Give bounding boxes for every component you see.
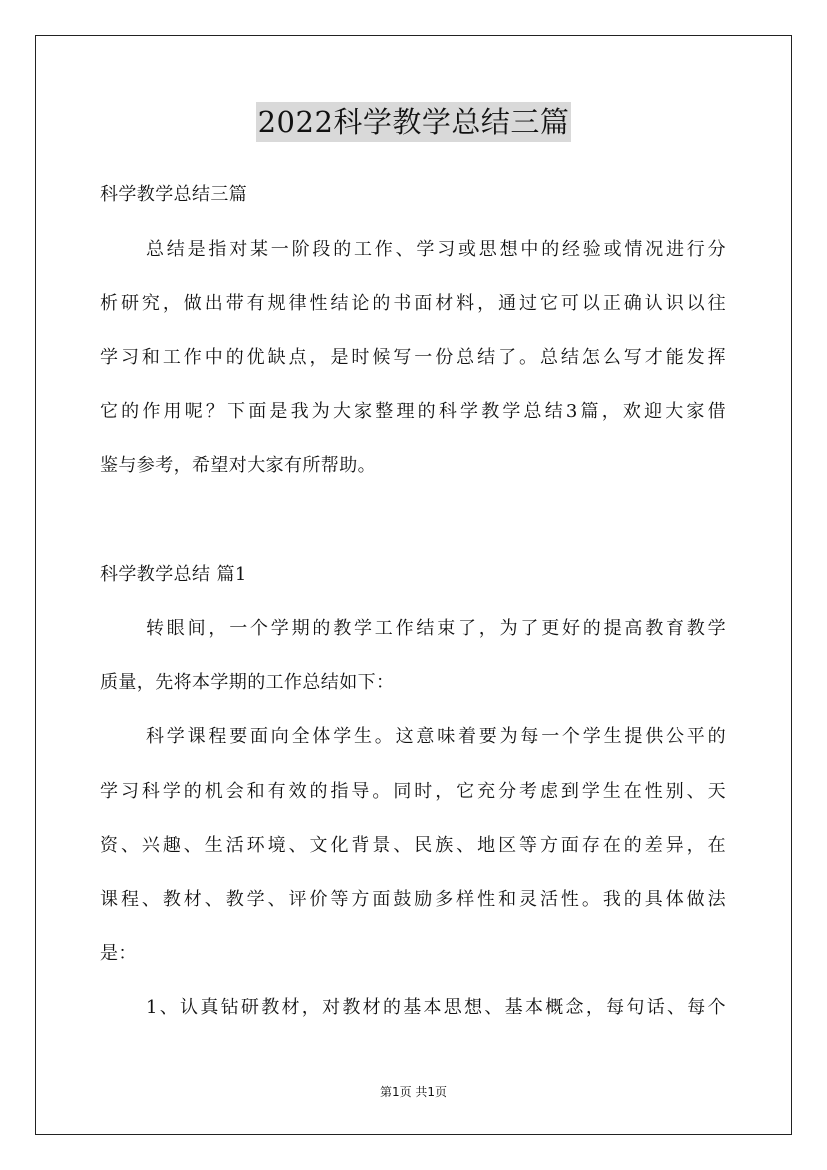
intro-paragraph-line-5: 鉴与参考，希望对大家有所帮助。 [100,455,376,476]
intro-paragraph-line-4: 它的作用呢？下面是我为大家整理的科学教学总结3篇，欢迎大家借 [100,401,726,422]
body-paragraph-1-line-1: 转眼间，一个学期的教学工作结束了，为了更好的提高教育教学 [146,618,726,639]
body-paragraph-2-line-1: 科学课程要面向全体学生。这意味着要为每一个学生提供公平的 [146,726,726,747]
intro-heading: 科学教学总结三篇 [100,184,248,205]
page-number-footer: 第1页 共1页 [379,1085,448,1099]
body-paragraph-2-line-2: 学习科学的机会和有效的指导。同时，它充分考虑到学生在性别、天 [100,781,726,802]
document-title: 2022科学教学总结三篇 [256,102,572,142]
body-paragraph-1-line-2: 质量，先将本学期的工作总结如下： [100,672,395,693]
section-heading: 科学教学总结 篇1 [100,564,247,585]
body-paragraph-2-line-3: 资、兴趣、生活环境、文化背景、民族、地区等方面存在的差异，在 [100,835,726,856]
body-paragraph-2-line-5: 是： [100,943,137,964]
intro-paragraph-line-2: 析研究，做出带有规律性结论的书面材料，通过它可以正确认识以往 [100,293,726,314]
intro-paragraph-line-1: 总结是指对某一阶段的工作、学习或思想中的经验或情况进行分 [146,239,726,260]
body-paragraph-2-line-4: 课程、教材、教学、评价等方面鼓励多样性和灵活性。我的具体做法 [100,889,726,910]
title-container [0,102,827,142]
intro-paragraph-line-3: 学习和工作中的优缺点，是时候写一份总结了。总结怎么写才能发挥 [100,347,726,368]
body-paragraph-3-line-1: 1、认真钻研教材，对教材的基本思想、基本概念，每句话、每个 [146,997,726,1018]
